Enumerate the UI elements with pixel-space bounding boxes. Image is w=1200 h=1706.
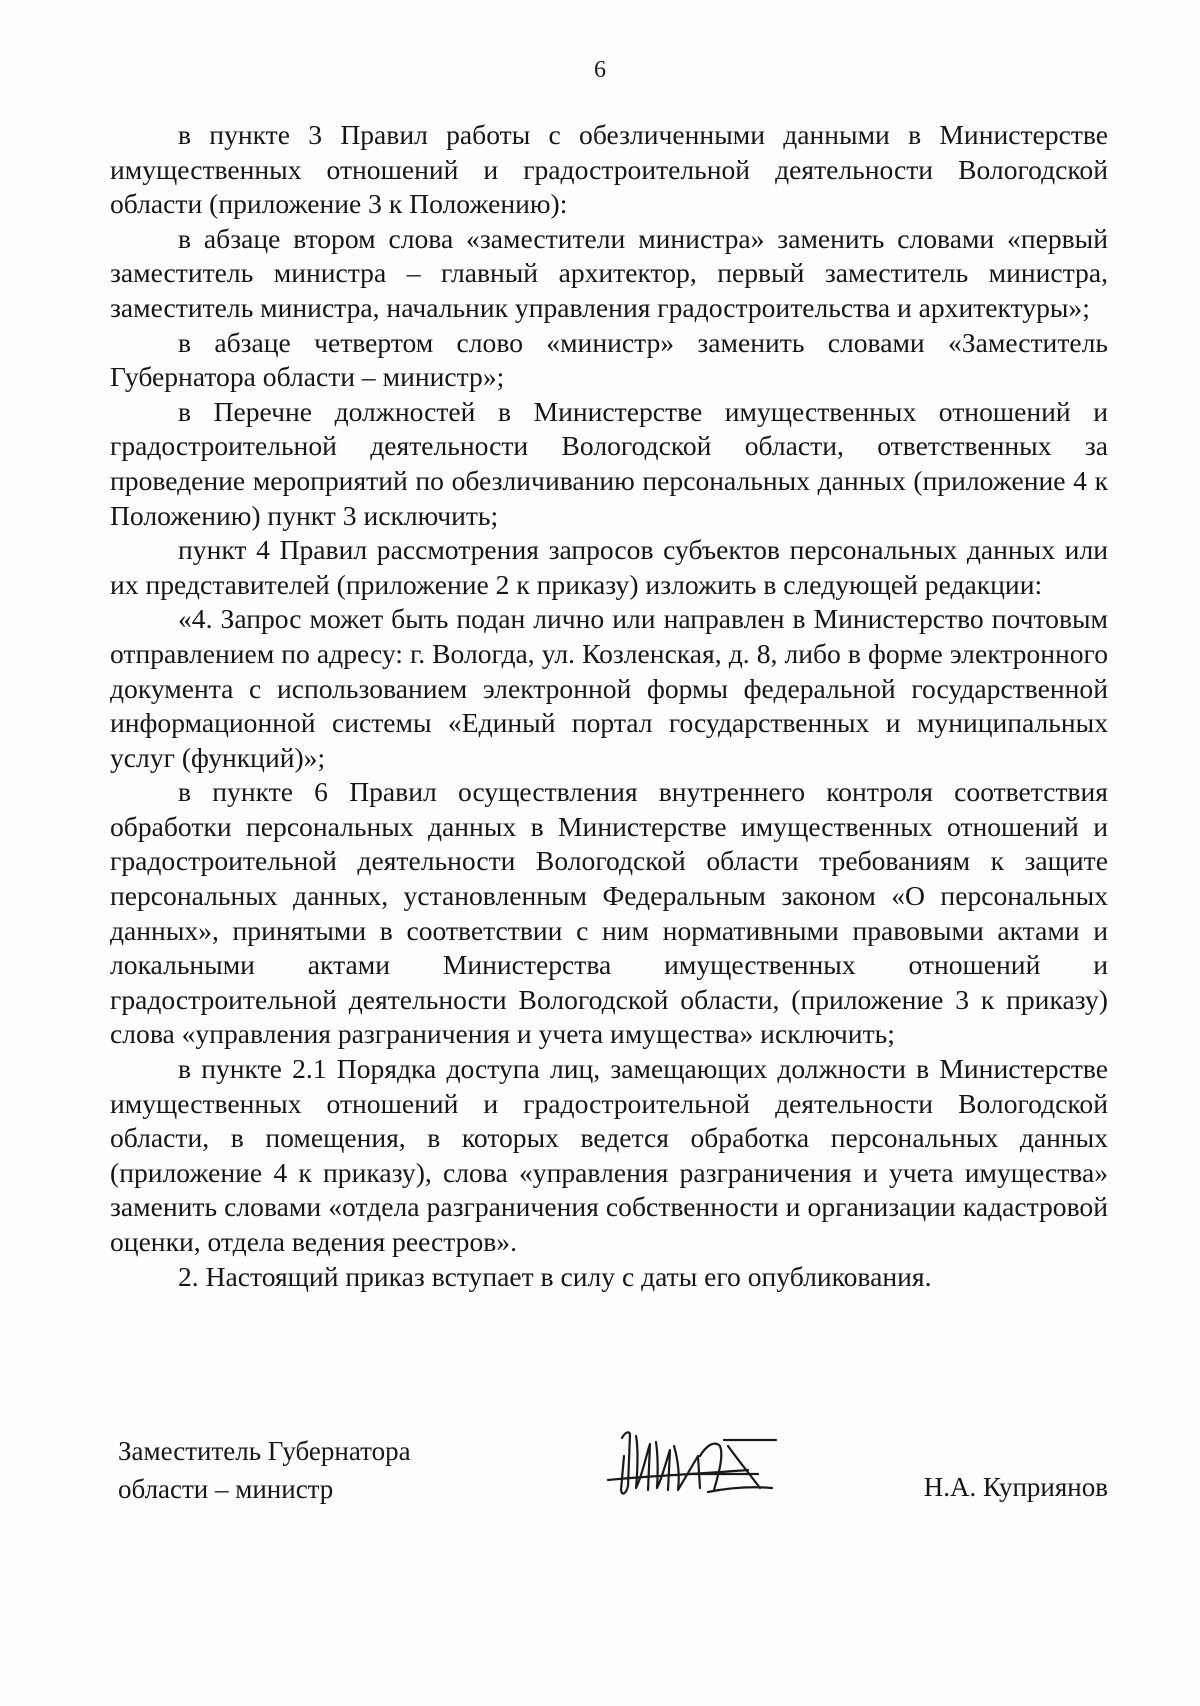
paragraph-7: в пункте 6 Правил осуществления внутреннего контроля соответствия обработки персональных данных в Министерстве имущественных отношений и градостроительной деятельности Вологодской области требованиям к защите персональных данных, установленным Федеральным законом «О персональных данных», принятыми в соответствии с ним нормативными правовыми актами и локальными актами Министерства имущественных отношений и градостроительной деятельности Вологодской области, (приложение 3 к приказу) слова «управления разграничения и учета имущества» исключить; — [110, 776, 1108, 1050]
paragraph-5: пункт 4 Правил рассмотрения запросов субъектов персональных данных или их представителей (приложение 2 к приказу) изложить в следующей редакции: — [110, 534, 1108, 600]
signatory-position-line-1: Заместитель Губернатора — [118, 1436, 411, 1466]
signature-block — [118, 1432, 1108, 1552]
paragraph-1: в пункте 3 Правил работы с обезличенными данными в Министерстве имущественных отношений и градостроительной деятельности Вологодской области (приложение 3 к Положению): — [110, 119, 1108, 220]
document-body — [110, 118, 1108, 1294]
handwritten-signature-icon — [588, 1416, 788, 1516]
signatory-name: Н.А. Куприянов — [923, 1472, 1108, 1502]
signatory-position — [118, 1432, 411, 1508]
paragraph-4: в Перечне должностей в Министерстве имущественных отношений и градостроительной деятельности Вологодской области, ответственных за проведение мероприятий по обезличиванию персональных данных (приложение 4 к Положению) пункт 3 исключить; — [110, 395, 1108, 531]
paragraph-6: «4. Запрос может быть подан лично или направлен в Министерство почтовым отправлением по адресу: г. Вологда, ул. Козленская, д. 8, либо в форме электронного документа с использованием электронной формы федеральной государственной информационной системы «Единый портал государственных и муниципальных услуг (функций)»; — [110, 603, 1108, 773]
paragraph-2: в абзаце втором слова «заместители министра» заменить словами «первый заместитель министра – главный архитектор, первый заместитель министра, заместитель министра, начальник управления градостроительства и архитектуры»; — [110, 222, 1108, 323]
paragraph-8: в пункте 2.1 Порядка доступа лиц, замещающих должности в Министерстве имущественных отношений и градостроительной деятельности Вологодской области, в помещения, в которых ведется обработка персональных данных (приложение 4 к приказу), слова «управления разграничения и учета имущества» заменить словами «отдела разграничения собственности и организации кадастровой оценки, отдела ведения реестров». — [110, 1053, 1108, 1257]
signatory-position-line-2: области – министр — [118, 1474, 334, 1504]
paragraph-3: в абзаце четвертом слово «министр» заменить словами «Заместитель Губернатора области – министр»; — [110, 326, 1108, 393]
paragraph-9: 2. Настоящий приказ вступает в силу с даты его опубликования. — [178, 1260, 932, 1292]
page-number: 6 — [594, 57, 606, 83]
